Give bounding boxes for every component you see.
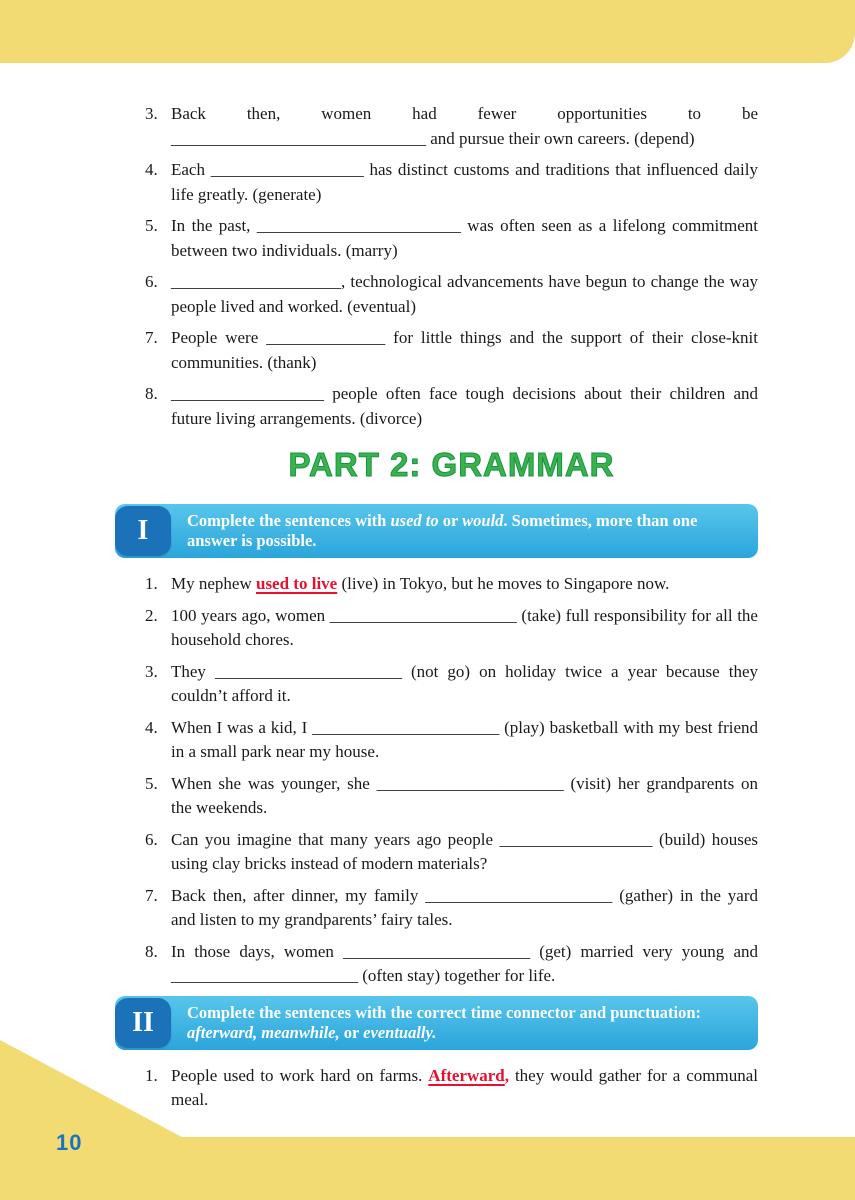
item-number: 4. xyxy=(145,160,158,179)
exercise-2-list xyxy=(145,1064,758,1113)
page-number: 10 xyxy=(56,1130,83,1155)
fill-in-blank: ______________________ xyxy=(312,717,500,737)
text-segment: (visit) her grandparents on the weekends. xyxy=(171,773,758,817)
fill-in-blank: ______________________________ xyxy=(171,128,426,148)
exercise-item xyxy=(145,270,758,319)
exercise-item xyxy=(145,102,758,151)
text-segment: Complete the sentences with the correct time connector and punctuation: xyxy=(187,1002,702,1022)
text-segment: was often seen as a lifelong commitment between two individuals. (marry) xyxy=(171,216,758,260)
bottom-accent-band xyxy=(0,1137,855,1200)
item-number: 8. xyxy=(145,384,158,403)
item-text xyxy=(171,574,669,593)
fill-in-blank: ______________ xyxy=(266,328,386,347)
item-number: 2. xyxy=(145,605,158,625)
item-text xyxy=(171,662,758,706)
item-text xyxy=(171,942,758,986)
text-segment: Complete the sentences with xyxy=(187,511,391,530)
text-segment: (build) houses using clay bricks instead of modern materials? xyxy=(171,829,758,873)
text-segment: Each xyxy=(171,160,211,179)
text-segment: Back then, women had fewer opportunities to be xyxy=(171,104,758,123)
text-segment: or xyxy=(339,1022,364,1042)
item-text xyxy=(171,606,758,650)
fill-in-blank: ______________________ xyxy=(329,605,517,625)
text-segment: , technological advancements have begun to change the way people lived and worked. (eventual) xyxy=(171,272,758,316)
text-segment: they would gather for a communal meal. xyxy=(171,1065,758,1109)
text-segment: 100 years ago, women xyxy=(171,605,330,625)
text-segment: Can you imagine that many years ago people xyxy=(171,829,500,849)
fill-in-blank: __________________ xyxy=(171,384,324,403)
fill-in-blank: ______________________ xyxy=(425,885,613,905)
item-text xyxy=(171,216,758,260)
exercise-1-list xyxy=(145,572,758,989)
text-segment: (live) in Tokyo, but he moves to Singapore now. xyxy=(337,574,670,593)
item-text xyxy=(171,886,758,930)
item-text xyxy=(171,384,758,428)
exercise-1-roman-label: I xyxy=(115,506,171,556)
item-text xyxy=(171,830,758,874)
text-segment: When she was younger, she xyxy=(171,773,377,793)
text-segment: people often face tough decisions about their children and future living arrangements. (divorce) xyxy=(171,384,758,428)
top-accent-band xyxy=(0,0,855,63)
fill-in-blank: __________________ xyxy=(499,829,653,849)
text-segment: Back then, after dinner, my family xyxy=(171,885,426,905)
page-content xyxy=(132,102,759,1120)
exercise-item xyxy=(145,772,758,821)
text-segment: (gather) in the yard and listen to my grandparents’ fairy tales. xyxy=(171,885,759,929)
fill-in-blank: ______________________ xyxy=(214,661,402,681)
exercise-2-instruction-text xyxy=(187,1003,746,1043)
item-text xyxy=(171,328,758,372)
exercise-item xyxy=(145,828,758,877)
text-segment: and pursue their own careers. (depend) xyxy=(426,128,695,148)
word-form-exercise-list xyxy=(145,102,758,431)
text-segment: afterward, meanwhile, xyxy=(187,1022,340,1042)
item-number: 5. xyxy=(145,216,158,235)
exercise-1-instruction-text xyxy=(187,511,746,551)
item-text xyxy=(171,104,758,148)
item-number: 6. xyxy=(145,829,158,849)
answer-text: used to live xyxy=(255,574,338,593)
item-number: 4. xyxy=(145,717,158,737)
fill-in-blank: __________________ xyxy=(210,160,364,179)
part-title: PART 2: GRAMMAR xyxy=(288,446,615,483)
exercise-2-instruction-banner xyxy=(115,996,758,1050)
text-segment: for little things and the support of their close-knit communities. (thank) xyxy=(171,328,758,372)
text-segment: In those days, women xyxy=(171,941,344,961)
text-segment: In the past, xyxy=(171,216,257,235)
fill-in-blank: ______________________ xyxy=(376,773,564,793)
text-segment: (often stay) together for life. xyxy=(358,966,556,985)
exercise-item xyxy=(145,326,758,375)
item-number: 7. xyxy=(145,328,158,347)
exercise-item xyxy=(145,884,758,933)
item-text xyxy=(171,160,758,204)
item-number: 8. xyxy=(145,941,158,961)
fill-in-blank: ________________________ xyxy=(256,216,461,235)
exercise-item xyxy=(145,660,758,709)
answer-text: Afterward xyxy=(428,1065,505,1085)
text-segment: (not go) on holiday twice a year because they couldn’t afford it. xyxy=(171,661,758,705)
text-segment: (play) basketball with my best friend in a small park near my house. xyxy=(171,717,758,761)
text-segment: would xyxy=(462,511,504,530)
item-text xyxy=(171,774,758,818)
exercise-1-instruction-banner xyxy=(115,504,758,558)
exercise-item xyxy=(145,382,758,431)
exercise-item xyxy=(145,940,758,989)
exercise-item xyxy=(145,604,758,653)
text-segment: , xyxy=(504,1065,510,1085)
item-number: 3. xyxy=(145,104,158,123)
item-number: 7. xyxy=(145,885,158,905)
text-segment: or xyxy=(438,511,463,530)
text-segment: People used to work hard on farms. xyxy=(171,1065,429,1085)
text-segment: When I was a kid, I xyxy=(171,717,313,737)
text-segment: (get) married very young and xyxy=(530,941,758,961)
exercise-item xyxy=(145,572,758,597)
fill-in-blank: ______________________ xyxy=(171,966,358,985)
fill-in-blank: ______________________ xyxy=(343,941,531,961)
item-text xyxy=(171,718,758,762)
exercise-item xyxy=(145,214,758,263)
text-segment: used to xyxy=(390,511,439,530)
item-number: 5. xyxy=(145,773,158,793)
exercise-2-roman-label: II xyxy=(115,998,171,1048)
exercise-item xyxy=(145,716,758,765)
fill-in-blank: ____________________ xyxy=(171,272,341,291)
item-text xyxy=(171,272,758,316)
exercise-item xyxy=(145,1064,758,1113)
item-number: 3. xyxy=(145,661,158,681)
text-segment: They xyxy=(171,661,215,681)
text-segment: has distinct customs and traditions that influenced daily life greatly. (generate) xyxy=(171,160,758,204)
text-segment: My nephew xyxy=(171,574,256,593)
item-number: 6. xyxy=(145,272,158,291)
exercise-item xyxy=(145,158,758,207)
item-number: 1. xyxy=(145,1065,158,1085)
text-segment: eventually. xyxy=(363,1022,437,1042)
text-segment: . Sometimes, more than one answer is possible. xyxy=(187,511,698,550)
text-segment: People were xyxy=(171,328,267,347)
item-text xyxy=(171,1066,758,1110)
item-number: 1. xyxy=(145,574,158,593)
text-segment: (take) full responsibility for all the household chores. xyxy=(171,605,758,649)
